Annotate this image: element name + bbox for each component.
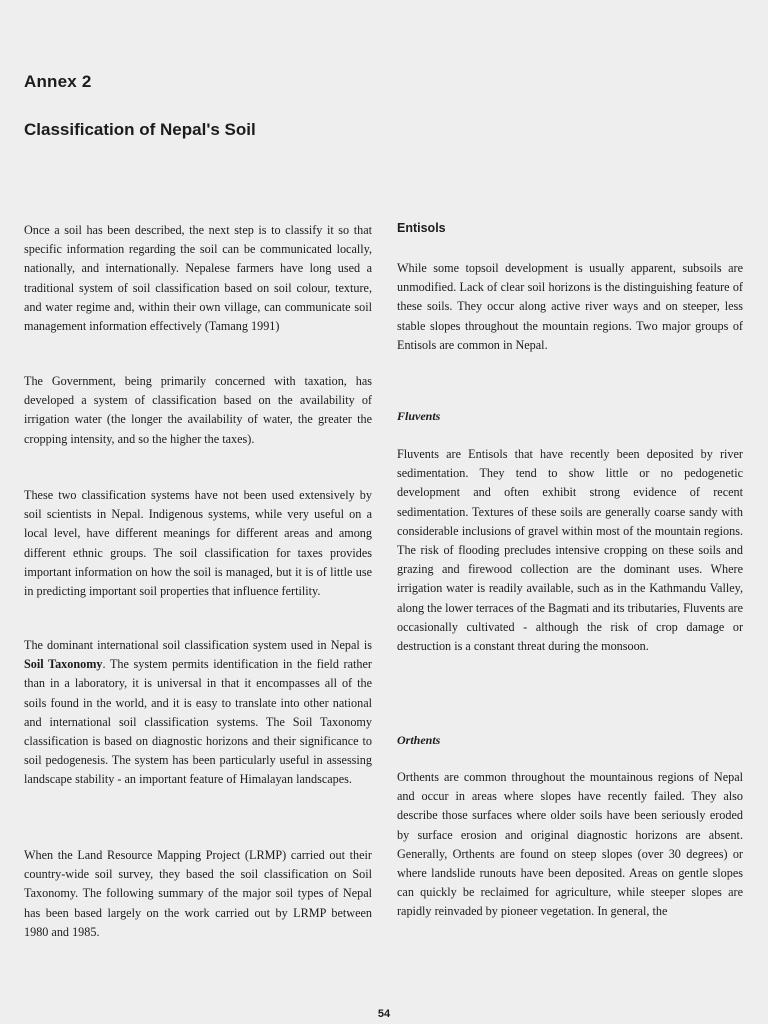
soil-taxonomy-paragraph bbox=[24, 636, 372, 790]
entisols-paragraph: While some topsoil development is usually apparent, subsoils are unmodified. Lack of clear soil horizons is the distinguishing feature of these soils. They occur along active river ways and on steeper, less stable slopes throughout the mountain regions. Two major groups of Entisols are common in Nepal. bbox=[397, 261, 743, 352]
orthents-heading: Orthents bbox=[397, 733, 441, 747]
fluvents-heading: Fluvents bbox=[397, 409, 441, 423]
orthents-paragraph: Orthents are common throughout the mountainous regions of Nepal and occur in areas where slopes have recently failed. They also describe those surfaces where older soils have been seriously eroded by surface erosion and original diagnostic horizons are absent. Generally, Orthents are found on steep slopes (over 30 degrees) or where landslide runouts have been deposited. Areas on gentle slopes can quickly be reclaimed for agriculture, while steeper slopes are rapidly reinvaded by pioneer vegetation. In general, the bbox=[397, 770, 743, 919]
soil-taxonomy-term: Soil Taxonomy bbox=[24, 657, 103, 672]
intro-paragraph: Once a soil has been described, the next step is to classify it so that specific information regarding the soil can be communicated locally, nationally, and internationally. Nepalese farmers have long used a traditional system of soil classification based on soil colour, texture, and water regime and, within their own village, can communicate soil management information effectively (Tamang 1991) bbox=[24, 223, 372, 334]
annex-label: Annex 2 bbox=[24, 72, 92, 91]
page-number: 54 bbox=[377, 1008, 391, 1020]
page-title: Classification of Nepal's Soil bbox=[24, 120, 256, 139]
classification-systems-paragraph: These two classification systems have not been used extensively by soil scientists in Nepal. Indigenous systems, while very useful on a local level, have different meanings for different areas and among different ethnic groups. The soil classification for taxes provides important information on how the soil is managed, but it is of little use in predicting important soil properties that influence fertility. bbox=[24, 488, 372, 599]
soil-taxonomy-text-b: . The system permits identification in the field rather than in a laboratory, it is universal in that it encompasses all of the soils found in the world, and it is easy to translate into other national and international soil classification systems. The Soil Taxonomy classification is based on diagnostic horizons and their significance to soil pedogenesis. The system has been particularly useful in assessing landscape stability - an important feature of Himalayan landscapes. bbox=[24, 657, 372, 787]
soil-taxonomy-text-a: The dominant international soil classification system used in Nepal is bbox=[24, 638, 372, 652]
lrmp-paragraph: When the Land Resource Mapping Project (LRMP) carried out their country-wide soil survey, they based the soil classification on Soil Taxonomy. The following summary of the major soil types of Nepal has been based largely on the work carried out by LRMP between 1980 and 1985. bbox=[24, 848, 372, 939]
fluvents-paragraph: Fluvents are Entisols that have recently been deposited by river sedimentation. They tend to show little or no pedogenetic development and often exhibit strong evidence of recent sedimentation. Textures of these soils are generally coarse sandy with considerable inclusions of gravel within most of the mountain regions. The risk of flooding precludes intensive cropping on these soils and grazing and firewood collection are the dominant uses. Where irrigation water is readily available, such as in the Kathmandu Valley, along the lower terraces of the Bagmati and its tributaries, Fluvents are occasionally cultivated - although the risk of crop damage or destruction is a constant threat during the monsoon. bbox=[397, 447, 743, 654]
government-paragraph: The Government, being primarily concerned with taxation, has developed a system of classification based on the availability of irrigation water (the longer the availability of water, the greater the cropping intensity, and so the higher the taxes). bbox=[24, 374, 372, 446]
entisols-heading: Entisols bbox=[397, 221, 446, 235]
